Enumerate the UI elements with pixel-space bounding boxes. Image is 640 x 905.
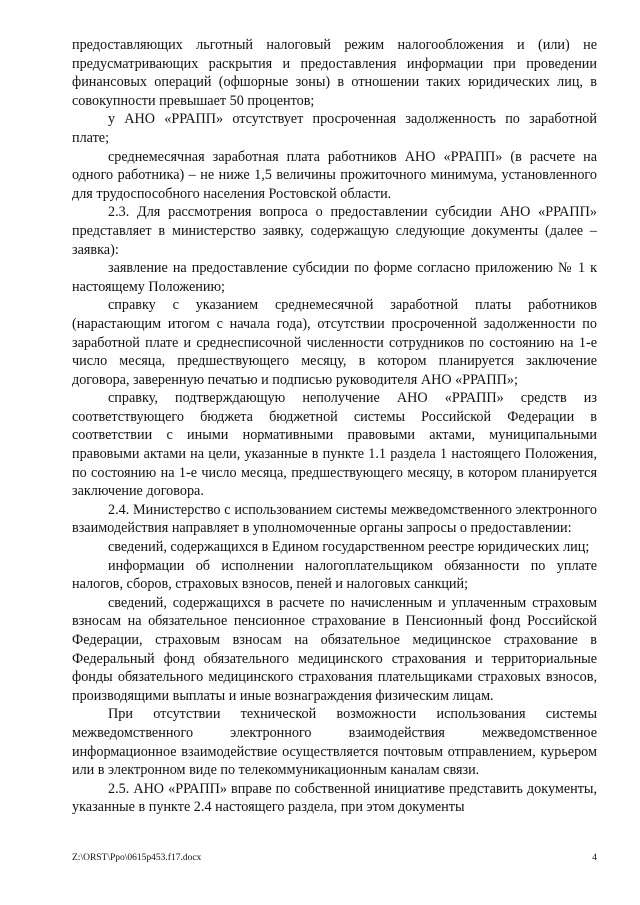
paragraph: справку с указанием среднемесячной заработной платы работников (нарастающим итогом с начала года), отсутствии просроченной задолженности по заработной плате и среднесписочной численности сотрудников по состоянию на 1-е число месяца, предшествующего месяцу, в котором планируется заключение договора, заверенную печатью и подписью руководителя АНО «РРАПП»; — [72, 297, 597, 388]
paragraph: у АНО «РРАПП» отсутствует просроченная задолженность по заработной плате; — [72, 111, 597, 146]
paragraph: При отсутствии технической возможности использования системы межведомственного электронного взаимодействия межведомственное информационное взаимодействие осуществляется почтовым отправлением, курьером или в электронном виде по телекоммуникационным каналам связи. — [72, 706, 597, 779]
paragraph: 2.5. АНО «РРАПП» вправе по собственной инициативе представить документы, указанные в пункте 2.4 настоящего раздела, при этом документы — [72, 780, 597, 816]
paragraph: 2.3. Для рассмотрения вопроса о предоставлении субсидии АНО «РРАПП» представляет в министерство заявку, содержащую следующие документы (далее – заявка): — [72, 204, 597, 258]
paragraph: заявление на предоставление субсидии по форме согласно приложению № 1 к настоящему Положению; — [72, 260, 597, 295]
file-path: Z:\ORST\Ppo\0615p453.f17.docx — [72, 853, 202, 863]
paragraph: сведений, содержащихся в расчете по начисленным и уплаченным страховым взносам на обязательное пенсионное страхование в Пенсионный фонд Российской Федерации, страховым взносам на обязательное медицинское страхование в Федеральный фонд обязательного медицинского страхования и территориальные фонды обязательного медицинского страхования плательщиками страховых взносов, производящими выплаты и иные вознаграждения физическим лицам. — [72, 594, 597, 704]
paragraph: 2.4. Министерство с использованием системы межведомственного электронного взаимодействия направляет в уполномоченные органы запросы о предоставлении: — [72, 501, 597, 537]
paragraph: среднемесячная заработная плата работников АНО «РРАПП» (в расчете на одного работника) – не ниже 1,5 величины прожиточного минимума, установленного для трудоспособного населения Ростовской области. — [72, 148, 597, 202]
paragraph: справку, подтверждающую неполучение АНО «РРАПП» средств из соответствующего бюджета бюджетной системы Российской Федерации в соответствии с иными нормативными правовыми актами, муниципальными правовыми актами на цели, указанные в пункте 1.1 раздела 1 настоящего Положения, по состоянию на 1-е число месяца, предшествующего месяцу, в котором планируется заключение договора. — [72, 390, 597, 500]
document-body — [72, 36, 597, 817]
paragraph: сведений, содержащихся в Едином государственном реестре юридических лиц; — [108, 539, 590, 556]
paragraph: предоставляющих льготный налоговый режим налогообложения и (или) не предусматривающих раскрытия и предоставления информации при проведении финансовых операций (офшорные зоны) в отношении таких юридических лиц, в совокупности превышает 50 процентов; — [72, 37, 597, 109]
paragraph: информации об исполнении налогоплательщиком обязанности по уплате налогов, сборов, страховых взносов, пеней и налоговых санкций; — [72, 557, 597, 593]
page-number: 4 — [592, 853, 597, 863]
